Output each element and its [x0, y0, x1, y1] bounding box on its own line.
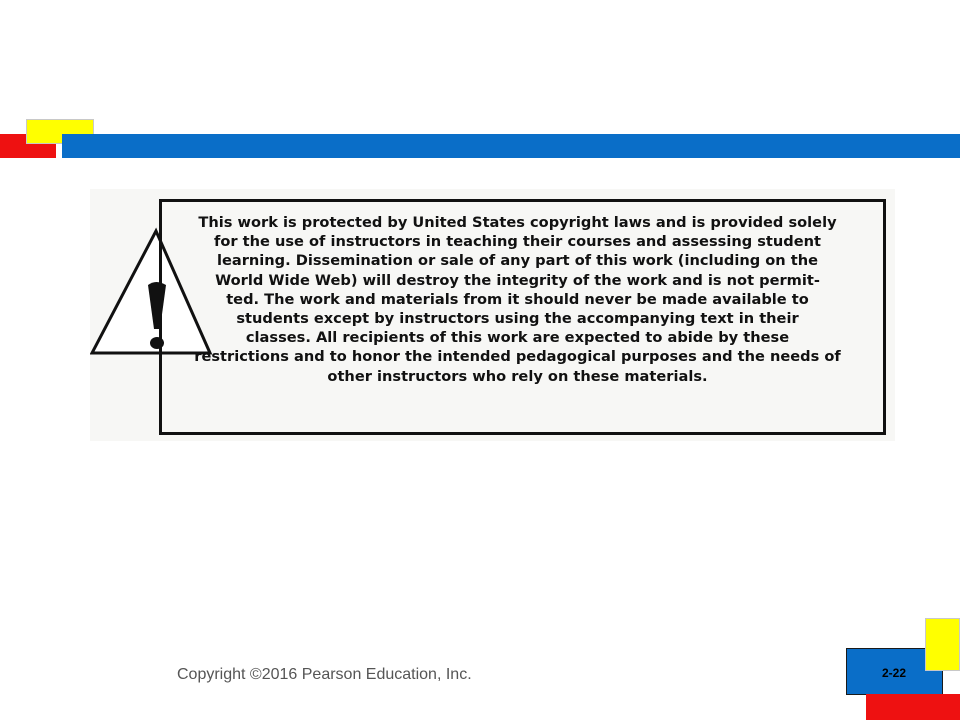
- red-accent-block-bottom: [866, 694, 960, 720]
- page-number: 2-22: [882, 666, 907, 680]
- copyright-notice-image: [90, 189, 895, 441]
- notice-text: This work is protected by United States copyright laws and is provided solely for the use of instructors in teaching their courses and assessing student learning. Dissemination or sale of any part of this work (including on the World Wide Web) will destroy the integrity of the work and is not permit- ted. The work and materials from it should never be made available to students except by instructors using the accompanying text in their classes. All recipients of this work are expected to abide by these restrictions and to honor the intended pedagogical purposes and the needs of other instructors who rely on these materials.: [194, 214, 841, 385]
- yellow-accent-block-bottom: [925, 618, 960, 671]
- copyright-text: Copyright ©2016 Pearson Education, Inc.: [177, 666, 472, 683]
- header-bar: [62, 134, 960, 158]
